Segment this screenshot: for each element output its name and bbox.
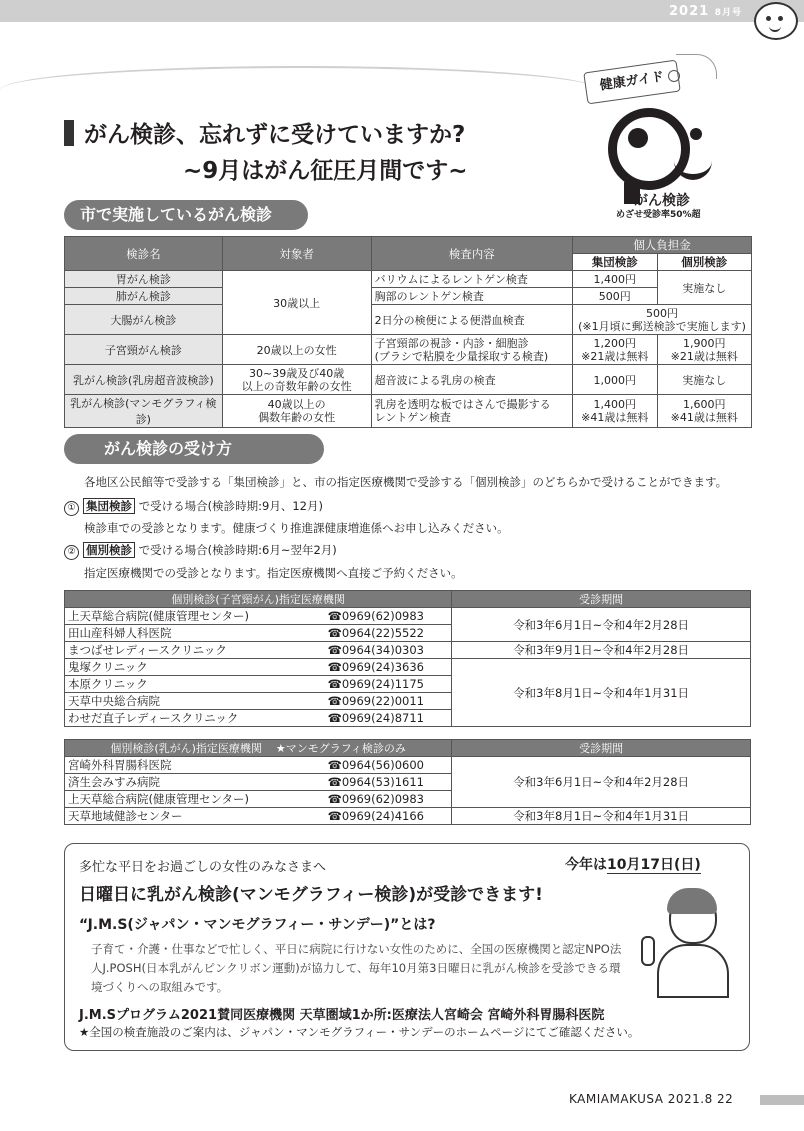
notice-headline: 日曜日に乳がん検診(マンモグラフィー検診)が受診できます! [79,885,543,905]
cell-content: 2日分の検便による便潜血検査 [371,305,572,335]
clinic-phone: ☎0964(56)0600 [325,757,452,774]
cell-group: 1,400円 [572,271,657,288]
magnifier-icon [608,108,690,190]
cell-name: 乳がん検診(乳房超音波検診) [65,365,223,395]
individual-screening-label: 個別検診 [83,542,135,558]
cell-name: 子宮頸がん検診 [65,335,223,365]
clinic-phone: ☎0964(34)0303 [325,642,452,659]
cancer-screening-logo: がん検診 めざせ受診率50%超 [608,108,718,220]
cell-target: 40歳以上の 偶数年齢の女性 [222,395,371,428]
clinic-name: 宮崎外科胃腸科医院 [65,757,325,774]
th-period: 受診期間 [452,740,751,757]
clinic-name: 天草中央総合病院 [65,693,325,710]
section-heading-screenings: 市で実施しているがん検診 [64,200,308,230]
clinic-name: 本原クリニック [65,676,325,693]
clinic-period: 令和3年8月1日~令和4年1月31日 [452,808,751,825]
intro-text: 各地区公民館等で受診する「集団検診」と、市の指定医療機関で受診する「個別検診」のどちらかで受けることができます。 [84,475,728,489]
notice-body: 子育て・介護・仕事などで忙しく、平日に病院に行けない女性のために、全国の医療機関と認定NPO法人J.POSH(日本乳がんピンクリボン運動)が協力して、毎年10月第3日曜日に乳がん検診を受診できる環境づくりへの取組みです。 [91,942,622,994]
screening-table [64,236,752,428]
notice-program: J.M.Sプログラム2021賛同医療機関 天草圏域1か所:医療法人宮崎会 宮崎外科胃腸科医院 [79,1008,605,1023]
clinic-phone: ☎0964(53)1611 [325,774,452,791]
clinic-period: 令和3年6月1日~令和4年2月28日 [452,757,751,808]
clinic-name: 田山産科婦人科医院 [65,625,325,642]
clinic-phone: ☎0969(24)1175 [325,676,452,693]
notice-lead: 多忙な平日をお過ごしの女性のみなさまへ [79,860,327,875]
th-name: 検診名 [65,237,223,271]
th-clinic: 個別検診(乳がん)指定医療機関 ★マンモグラフィ検診のみ [65,740,452,757]
th-period: 受診期間 [452,591,751,608]
cell-individual: 実施なし [657,365,752,395]
clinic-phone: ☎0969(24)8711 [325,710,452,727]
option-2-desc: 指定医療機関での受診となります。指定医療機関へ直接ご予約ください。 [84,566,463,580]
footer-bar [760,1095,804,1105]
cervical-clinic-table [64,590,751,727]
section-heading-how-to: がん検診の受け方 [64,434,324,464]
option-2: ② 個別検診 で受ける場合(検診時期:6月~翌年2月) [64,542,337,560]
clinic-name: 上天草総合病院(健康管理センター) [65,791,325,808]
th-content: 検査内容 [371,237,572,271]
page-footer: KAMIAMAKUSA 2021.8 22 [569,1092,734,1106]
cell-group: 1,200円 ※21歳は無料 [572,335,657,365]
cell-group: 1,000円 [572,365,657,395]
clinic-period: 令和3年9月1日~令和4年2月28日 [452,642,751,659]
clinic-phone: ☎0969(62)0983 [325,608,452,625]
cell-target: 30~39歳及び40歳 以上の奇数年齢の女性 [222,365,371,395]
clinic-name: 天草地域健診センター [65,808,325,825]
top-bar [0,0,804,22]
cell-name: 胃がん検診 [65,271,223,288]
issue-label: 2021 8月号 [669,4,742,19]
clinic-phone: ☎0969(62)0983 [325,791,452,808]
notice-date: 今年は10月17日(日) [565,857,701,873]
cell-name: 乳がん検診(マンモグラフィ検診) [65,395,223,428]
clinic-period: 令和3年8月1日~令和4年1月31日 [452,659,751,727]
notice-question: “J.M.S(ジャパン・マンモグラフィー・サンデー)”とは? [79,917,436,933]
clinic-name: 鬼塚クリニック [65,659,325,676]
cell-content: バリウムによるレントゲン検査 [371,271,572,288]
mascot-icon [754,2,798,40]
clinic-phone: ☎0969(24)4166 [325,808,452,825]
cell-group: 500円 [572,288,657,305]
breast-clinic-table [64,739,751,825]
notice-footnote: ★全国の検査施設のご案内は、ジャパン・マンモグラフィー・サンデーのホームページにてご確認ください。 [79,1025,640,1039]
cell-individual: 1,600円 ※41歳は無料 [657,395,752,428]
cell-target: 20歳以上の女性 [222,335,371,365]
clinic-phone: ☎0964(22)5522 [325,625,452,642]
clinic-name: 上天草総合病院(健康管理センター) [65,608,325,625]
option-1: ① 集団検診 で受ける場合(検診時期:9月、12月) [64,498,323,516]
doctor-illustration-icon [651,886,731,996]
cell-name: 大腸がん検診 [65,305,223,335]
group-screening-label: 集団検診 [83,498,135,514]
th-target: 対象者 [222,237,371,271]
cell-content: 子宮頸部の視診・内診・細胞診 (ブラシで粘膜を少量採取する検査) [371,335,572,365]
option-1-desc: 検診車での受診となります。健康づくり推進課健康増進係へお申し込みください。 [84,521,509,535]
jms-notice-box [64,843,750,1051]
tag-string [676,54,717,79]
clinic-name: わせだ直子レディースクリニック [65,710,325,727]
cell-name: 肺がん検診 [65,288,223,305]
page-title: がん検診、忘れずに受けていますか? [64,118,465,152]
health-guide-tag: 健康ガイド [583,60,681,105]
clinic-name: まつばせレディースクリニック [65,642,325,659]
cell-content: 胸部のレントゲン検査 [371,288,572,305]
title-bar-icon [64,120,74,146]
decorative-swoosh [0,66,600,90]
cell-individual: 1,900円 ※21歳は無料 [657,335,752,365]
cell-content: 乳房を透明な板ではさんで撮影する レントゲン検査 [371,395,572,428]
th-cost: 個人負担金 [572,237,751,254]
th-clinic: 個別検診(子宮頸がん)指定医療機関 [65,591,452,608]
clinic-phone: ☎0969(22)0011 [325,693,452,710]
cell-individual: 実施なし [657,271,752,305]
cell-group: 1,400円 ※41歳は無料 [572,395,657,428]
cell-target: 30歳以上 [222,271,371,335]
cell-content: 超音波による乳房の検査 [371,365,572,395]
clinic-period: 令和3年6月1日~令和4年2月28日 [452,608,751,642]
th-individual: 個別検診 [657,254,752,271]
clinic-phone: ☎0969(24)3636 [325,659,452,676]
cell-cost-merged: 500円 (※1月頃に郵送検診で実施します) [572,305,751,335]
tag-hole-icon [668,70,680,82]
th-group: 集団検診 [572,254,657,271]
clinic-name: 済生会みすみ病院 [65,774,325,791]
page-subtitle: ~9月はがん征圧月間です~ [183,158,468,184]
